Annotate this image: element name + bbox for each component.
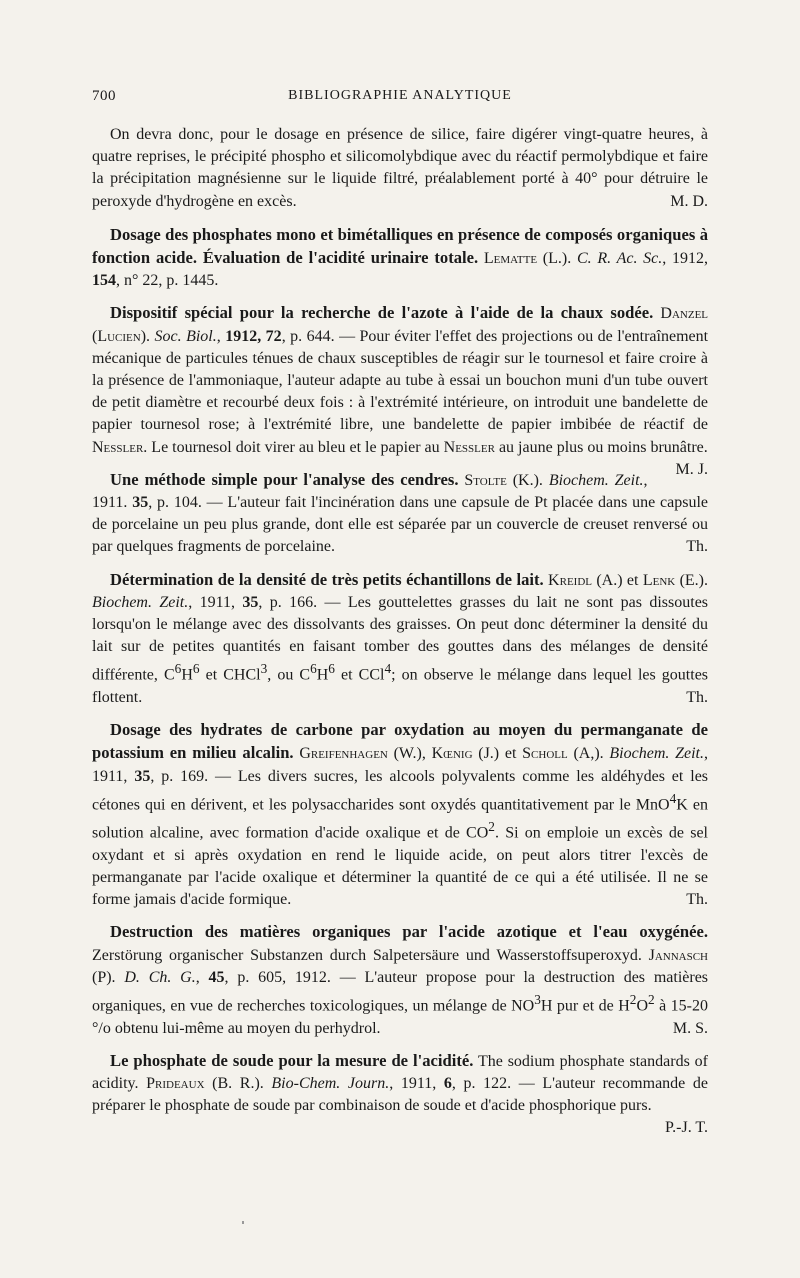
entry-text: — L'auteur fait l'incinération dans une capsule de Pt placée dans une capsule de porcelaine un peu plus grande, dont elle est séparée par un couvercle de creuset renversé ou par quelques fragments de porcelaine.	[92, 494, 709, 556]
entry-journal: Biochem. Zeit.	[92, 593, 189, 611]
entry-stolte: Une méthode simple pour l'analyse des cendres. Stolte (K.). Biochem. Zeit., 1911. 35, p. 104. — L'auteur fait l'incinération dans une capsule de Pt placée dans une capsule de porcelaine un peu plus grande, dont elle est séparée par un couvercle de creuset renversé ou par quelques fragments de porcelaine. Th.	[92, 469, 708, 559]
entry-text: — Les gouttelettes grasses du lait ne sont pas dissoutes lorsqu'on le mélange avec des dissolvants des graisses. On peut donc déterminer la densité du lait sur de petites quantités en faisant tomber des gouttes dans des mélanges de densité différente, C	[92, 593, 709, 684]
page-body	[92, 124, 708, 1140]
entry-author: Stolte (K.).	[464, 471, 543, 489]
entry-signature: M. J.	[675, 460, 708, 478]
entry-title: Dispositif spécial pour la recherche de l'azote à l'aide de la chaux sodée.	[110, 303, 654, 323]
entry-continuation: On devra donc, pour le dosage en présence de silice, faire digérer vingt-quatre heures, à quatre reprises, le précipité phospho et silicomolybdique avec du réactif permolybdique et faire la précipitation magnésienne sur le liquide filtré, préalablement porté à 40° pour détruire le peroxyde d'hydrogène en excès. M. D.	[92, 124, 708, 213]
entry-signature: P.-J. T.	[665, 1119, 708, 1137]
entry-author: Greifenhagen (W.),	[299, 745, 426, 763]
entry-author: Prideaux (B. R.).	[146, 1075, 264, 1093]
entry-author: Scholl (A,).	[522, 745, 604, 763]
entry-signature: Th.	[686, 538, 708, 556]
entry-author: Danzel (Lucien).	[92, 305, 709, 345]
entry-danzel: Dispositif spécial pour la recherche de l'azote à l'aide de la chaux sodée. Danzel (Lucien). Soc. Biol., 1912, 72, p. 644. — Pour éviter l'effet des projections ou de l'entraînement mécanique de particules ténues de chaux susceptibles de réagir sur le tournesol et faire croire à la présence de l'ammoniaque, l'auteur adapte au tube à essai un bouchon muni d'un tube ouvert de petit diamètre et recourbé deux fois : à l'extrémité intérieure, on introduit une bandelette de papier tournesol rose; à l'extrémité libre, une bandelette de papier imbibée de réactif de Nessler. Le tournesol doit virer au bleu et le papier au Nessler au jaune plus ou moins brunâtre. M. J.	[92, 302, 708, 458]
entry-text: — Pour éviter l'effet des projections ou de l'entraînement mécanique de particules ténues de chaux susceptibles de réagir sur le tournesol et faire croire à la présence de l'ammoniaque, l'auteur adapte au tube à essai un bouchon muni d'un tube ouvert de petit diamètre et recourbé deux fois : à l'extrémité intérieure, on introduit une bandelette de papier tournesol rose; à l'extrémité libre, une bandelette de papier imbibée de réactif de	[92, 327, 709, 434]
entry-text: — L'auteur propose pour la destruction des matières organiques, en vue de recherches toxicologiques, un mélange de NO	[92, 968, 709, 1015]
entry-journal: Bio-Chem. Journ.	[271, 1075, 390, 1093]
running-title: BIBLIOGRAPHIE ANALYTIQUE	[288, 88, 512, 103]
page-number: 700	[92, 88, 116, 104]
entry-title: Dosage des phosphates mono et bimétalliques en présence de composés organiques à fonction acide. Évaluation de l'acidité urinaire totale.	[92, 224, 708, 268]
entry-signature: Th.	[686, 891, 708, 909]
entry-volume: 45	[208, 968, 225, 986]
entry-title: Le phosphate de soude pour la mesure de l'acidité.	[110, 1050, 474, 1070]
entry-author: Jannasch (P).	[92, 946, 708, 986]
entry-journal: Soc. Biol.	[154, 327, 217, 345]
entry-signature: M. D.	[670, 192, 708, 210]
entry-journal: Biochem. Zeit.	[548, 471, 644, 489]
entry-jannasch: Destruction des matières organiques par l'acide azotique et l'eau oxygénée. Zerstörung organischer Substanzen durch Salpetersäure und Wasserstoffsuperoxyd. Jannasch (P). D. Ch. G., 45, p. 605, 1912. — L'auteur propose pour la destruction des matières organiques, en vue de recherches toxicologiques, un mélange de $NO^3H$ pur et de $H^2O^2$ à 15-20 °/o obtenu lui-même au moyen du perhydrol. M. S.	[92, 921, 708, 1039]
entry-volume: 35	[134, 767, 151, 785]
entry-name: Nessler	[443, 438, 495, 456]
entry-title: Détermination de la densité de très petits échantillons de lait.	[110, 569, 544, 589]
entry-volume: 35	[132, 494, 149, 512]
entry-signature: M. S.	[672, 1019, 708, 1037]
print-speck	[242, 1221, 244, 1224]
entry-prideaux: Le phosphate de soude pour la mesure de l'acidité. The sodium phosphate standards of acidity. Prideaux (B. R.). Bio-Chem. Journ., 1911, 6, p. 122. — L'auteur recommande de préparer le phosphate de soude par combinaison de soude et d'acide phosphorique purs. P.-J. T.	[92, 1050, 708, 1118]
entry-greifenhagen: Dosage des hydrates de carbone par oxydation au moyen du permanganate de potassium en milieu alcalin. Greifenhagen (W.), Kœnig (J.) et Scholl (A,). Biochem. Zeit., 1911, 35, p. 169. — Les divers sucres, les alcools polyvalents comme les aldéhydes et les cétones qui en dérivent, et les polysaccharides sont oxydés quantitativement par le MnO$^4$K en solution alcaline, avec formation d'acide oxalique et de $CO^2$. Si on emploie un excès de sel oxydant et si après oxydation en rend le liquide acide, on peut alors titrer l'excès de permanganate par l'acide oxalique et déterminer la quantité de ce qui a été utilisée. Il ne se forme jamais d'acide formique. Th.	[92, 719, 708, 911]
entry-journal: Biochem. Zeit.	[609, 745, 705, 763]
entry-title: Dosage des hydrates de carbone par oxydation au moyen du permanganate de potassium en milieu alcalin.	[92, 720, 708, 763]
entry-volume: 1912, 72	[225, 327, 282, 345]
entry-volume: 6	[443, 1075, 452, 1093]
entry-title: Destruction des matières organiques par l'acide azotique et l'eau oxygénée.	[110, 922, 708, 942]
entry-text: — L'auteur recommande de préparer le phosphate de soude par combinaison de soude et d'acide phosphorique purs.	[92, 1075, 708, 1115]
entry-text: — Les divers sucres, les alcools polyvalents comme les aldéhydes et les cétones qui en dérivent, et les polysaccharides sont oxydés quantitativement par le MnO	[92, 767, 709, 814]
entry-kreidl: Détermination de la densité de très petits échantillons de lait. Kreidl (A.) et Lenk (E.). Biochem. Zeit., 1911, 35, p. 166. — Les gouttelettes grasses du lait ne sont pas dissoutes lorsqu'on le mélange avec des dissolvants des graisses. On peut donc déterminer la densité du lait sur de petites quantités en faisant tomber des gouttes dans des mélanges de densité différente, $C^6H^6$ et CHCl$^3$, ou $C^6H^6$ et CCl$^4$; on observe le mélange dans lequel les gouttes flottent. Th.	[92, 569, 708, 710]
entry-signature: Th.	[686, 689, 708, 706]
entry-author: Kreidl (A.)	[548, 571, 623, 589]
entry-title: Une méthode simple pour l'analyse des cendres.	[110, 469, 459, 489]
entry-author: Lematte (L.).	[483, 250, 572, 268]
entry-journal: C. R. Ac. Sc.	[576, 250, 663, 268]
entry-name: Nessler	[92, 438, 144, 456]
entry-volume: 154	[92, 272, 116, 290]
entry-journal: D. Ch. G.	[124, 968, 196, 986]
entry-author: Kœnig (J.)	[431, 745, 500, 763]
entry-author: Lenk (E.).	[642, 571, 708, 589]
entry-volume: 35	[242, 593, 259, 611]
entry-lematte: Dosage des phosphates mono et bimétalliques en présence de composés organiques à fonction acide. Évaluation de l'acidité urinaire totale. Lematte (L.). C. R. Ac. Sc., 1912, 154, n° 22, p. 1445.	[92, 224, 709, 290]
